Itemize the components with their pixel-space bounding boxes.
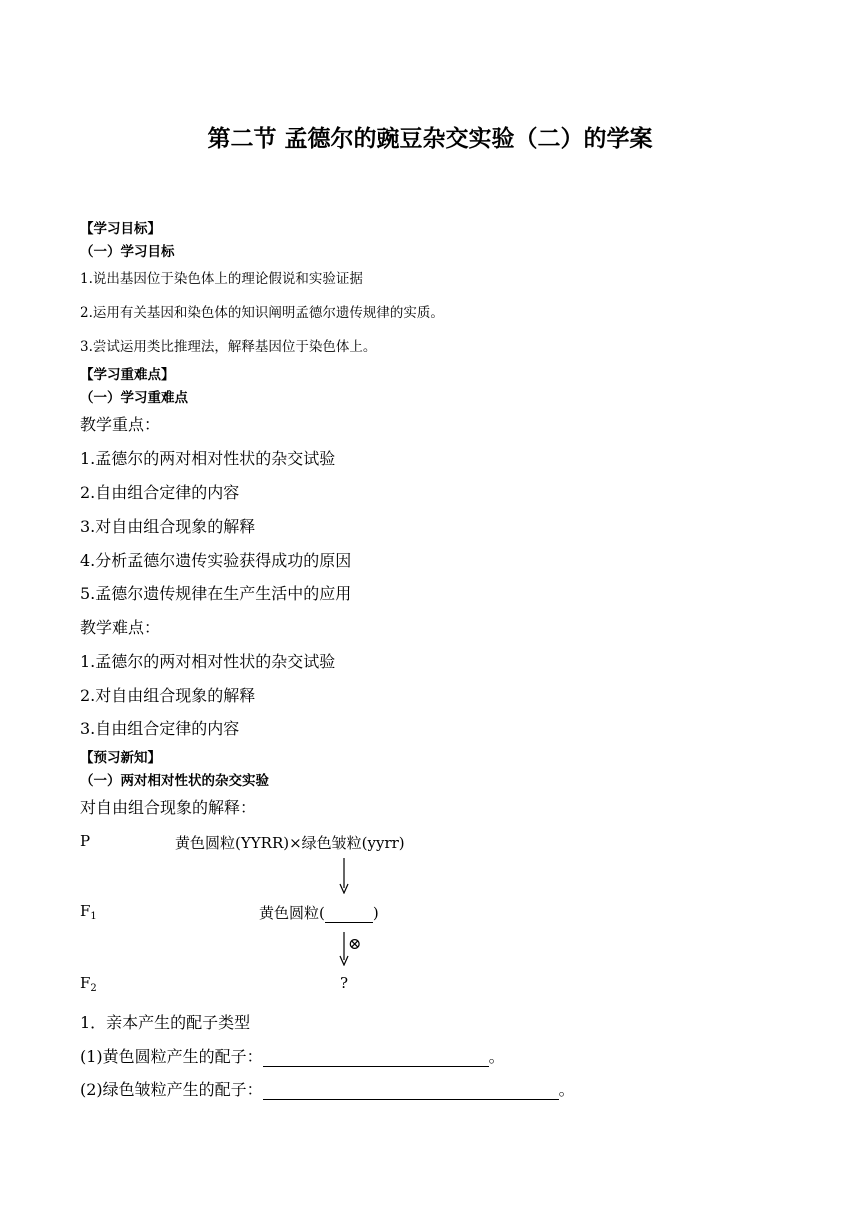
subheading-preview: （一）两对相对性状的杂交实验 (80, 773, 269, 789)
hard-point-2: 2.对自由组合现象的解释 (80, 686, 256, 705)
f1-answer-blank[interactable] (325, 906, 373, 923)
key-label: 教学重点： (80, 415, 161, 434)
section-heading-keypoints: 【学习重难点】 (80, 367, 175, 383)
f2-text: ? (340, 974, 349, 992)
cross-diagram (80, 828, 520, 1000)
f2-generation-label: $F_2$ (80, 974, 97, 994)
subheading-goals: （一）学习目标 (80, 244, 175, 260)
question-1a: (1)黄色圆粒产生的配子： 。 (80, 1047, 505, 1066)
key-point-3: 3.对自由组合现象的解释 (80, 517, 256, 536)
f1-text: 黄色圆粒( ) (259, 904, 379, 922)
hard-point-3: 3.自由组合定律的内容 (80, 719, 240, 738)
explain-label: 对自由组合现象的解释： (80, 798, 257, 817)
self-cross-icon: ⊗ (348, 934, 362, 953)
goal-item-3: 3.尝试运用类比推理法，解释基因位于染色体上。 (80, 339, 377, 355)
question-1: 1．亲本产生的配子类型 (80, 1013, 251, 1032)
goal-item-2: 2.运用有关基因和染色体的知识阐明孟德尔遗传规律的实质。 (80, 305, 444, 321)
key-point-2: 2.自由组合定律的内容 (80, 483, 240, 502)
answer-blank-1a[interactable] (263, 1050, 489, 1067)
section-heading-preview: 【预习新知】 (80, 750, 161, 766)
key-point-1: 1.孟德尔的两对相对性状的杂交试验 (80, 449, 336, 468)
question-1b: (2)绿色皱粒产生的配子： 。 (80, 1080, 575, 1099)
down-arrow-1 (339, 858, 349, 894)
p-cross-text: 黄色圆粒(YYRR)×绿色皱粒(yyrr) (175, 834, 405, 852)
answer-blank-1b[interactable] (263, 1083, 559, 1100)
f1-generation-label: $F_1$ (80, 902, 97, 922)
hard-label: 教学难点： (80, 618, 161, 637)
key-point-5: 5.孟德尔遗传规律在生产生活中的应用 (80, 584, 352, 603)
p-generation-label: P (80, 832, 91, 850)
section-heading-goals: 【学习目标】 (80, 221, 161, 237)
subheading-keypoints: （一）学习重难点 (80, 390, 188, 406)
goal-item-1: 1.说出基因位于染色体上的理论假说和实验证据 (80, 271, 363, 287)
key-point-4: 4.分析孟德尔遗传实验获得成功的原因 (80, 551, 352, 570)
page-title: 第二节 孟德尔的豌豆杂交实验（二）的学案 (207, 125, 653, 152)
hard-point-1: 1.孟德尔的两对相对性状的杂交试验 (80, 652, 336, 671)
